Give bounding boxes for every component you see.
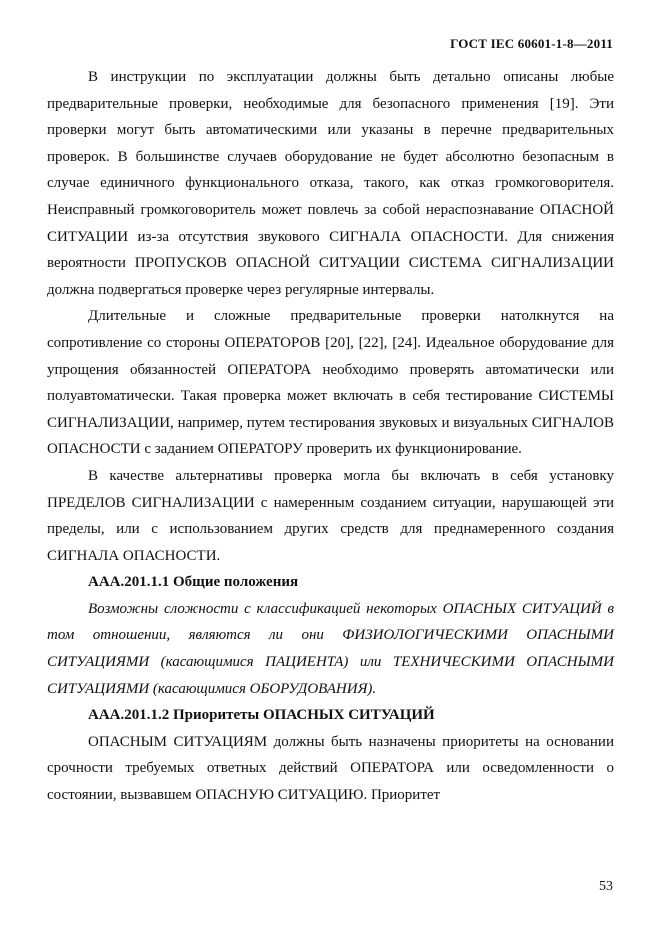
paragraph-alternative-check: В качестве альтернативы проверка могла бы включать в себя установку ПРЕДЕЛОВ СИГНАЛИЗАЦИИ с намеренным созданием ситуации, нарушающей эти пределы, или с использованием других средств для преднамеренного создания СИГНАЛА ОПАСНОСТИ. [47,467,614,564]
section-heading-general: ААА.201.1.1 Общие положения [88,574,299,591]
paragraph-priorities: ОПАСНЫМ СИТУАЦИЯМ должны быть назначены приоритеты на основании срочности требуемых ответных действий ОПЕРАТОРА или осведомленности о состоянии, вызвавшем ОПАСНУЮ СИТУАЦИЮ. Приоритет [47,733,614,804]
paragraph-classification-note: Возможны сложности с классификацией некоторых ОПАСНЫХ СИТУАЦИЙ в том отношении, являются ли они ФИЗИОЛОГИЧЕСКИМИ ОПАСНЫМИ СИТУАЦИЯМИ (касающимися ПАЦИЕНТА) или ТЕХНИЧЕСКИМИ ОПАСНЫМИ СИТУАЦИЯМИ (касающимися ОБОРУДОВАНИЯ). [47,600,614,697]
paragraph-operator-resistance: Длительные и сложные предварительные проверки натолкнутся на сопротивление со стороны ОПЕРАТОРОВ [20], [22], [24]. Идеальное оборудование для упрощения обязанностей ОПЕРАТОРА необходимо проверять автоматически или полуавтоматически. Такая проверка может включать в себя тестирование СИСТЕМЫ СИГНАЛИЗАЦИИ, например, путем тестирования звуковых и визуальных СИГНАЛОВ ОПАСНОСТИ с заданием ОПЕРАТОРУ проверить их функционирование. [47,308,614,458]
section-heading-priorities: ААА.201.1.2 Приоритеты ОПАСНЫХ СИТУАЦИЙ [88,707,435,724]
document-body [47,64,614,809]
paragraph-precheck-instructions: В инструкции по эксплуатации должны быть детально описаны любые предварительные проверки, необходимые для безопасного применения [19]. Эти проверки могут быть автоматическими или указаны в перечне предварительных проверок. В большинстве случаев оборудование не будет абсолютно безопасным в случае единичного функционального отказа, такого, как отказ громкоговорителя. Неисправный громкоговоритель может повлечь за собой нераспознавание ОПАСНОЙ СИТУАЦИИ из-за отсутствия звукового СИГНАЛА ОПАСНОСТИ. Для снижения вероятности ПРОПУСКОВ ОПАСНОЙ СИТУАЦИИ СИСТЕМА СИГНАЛИЗАЦИИ должна подвергаться проверке через регулярные интервалы. [47,69,614,298]
standard-code-header: ГОСТ IEC 60601-1-8—2011 [450,36,613,51]
page-number: 53 [599,879,613,894]
